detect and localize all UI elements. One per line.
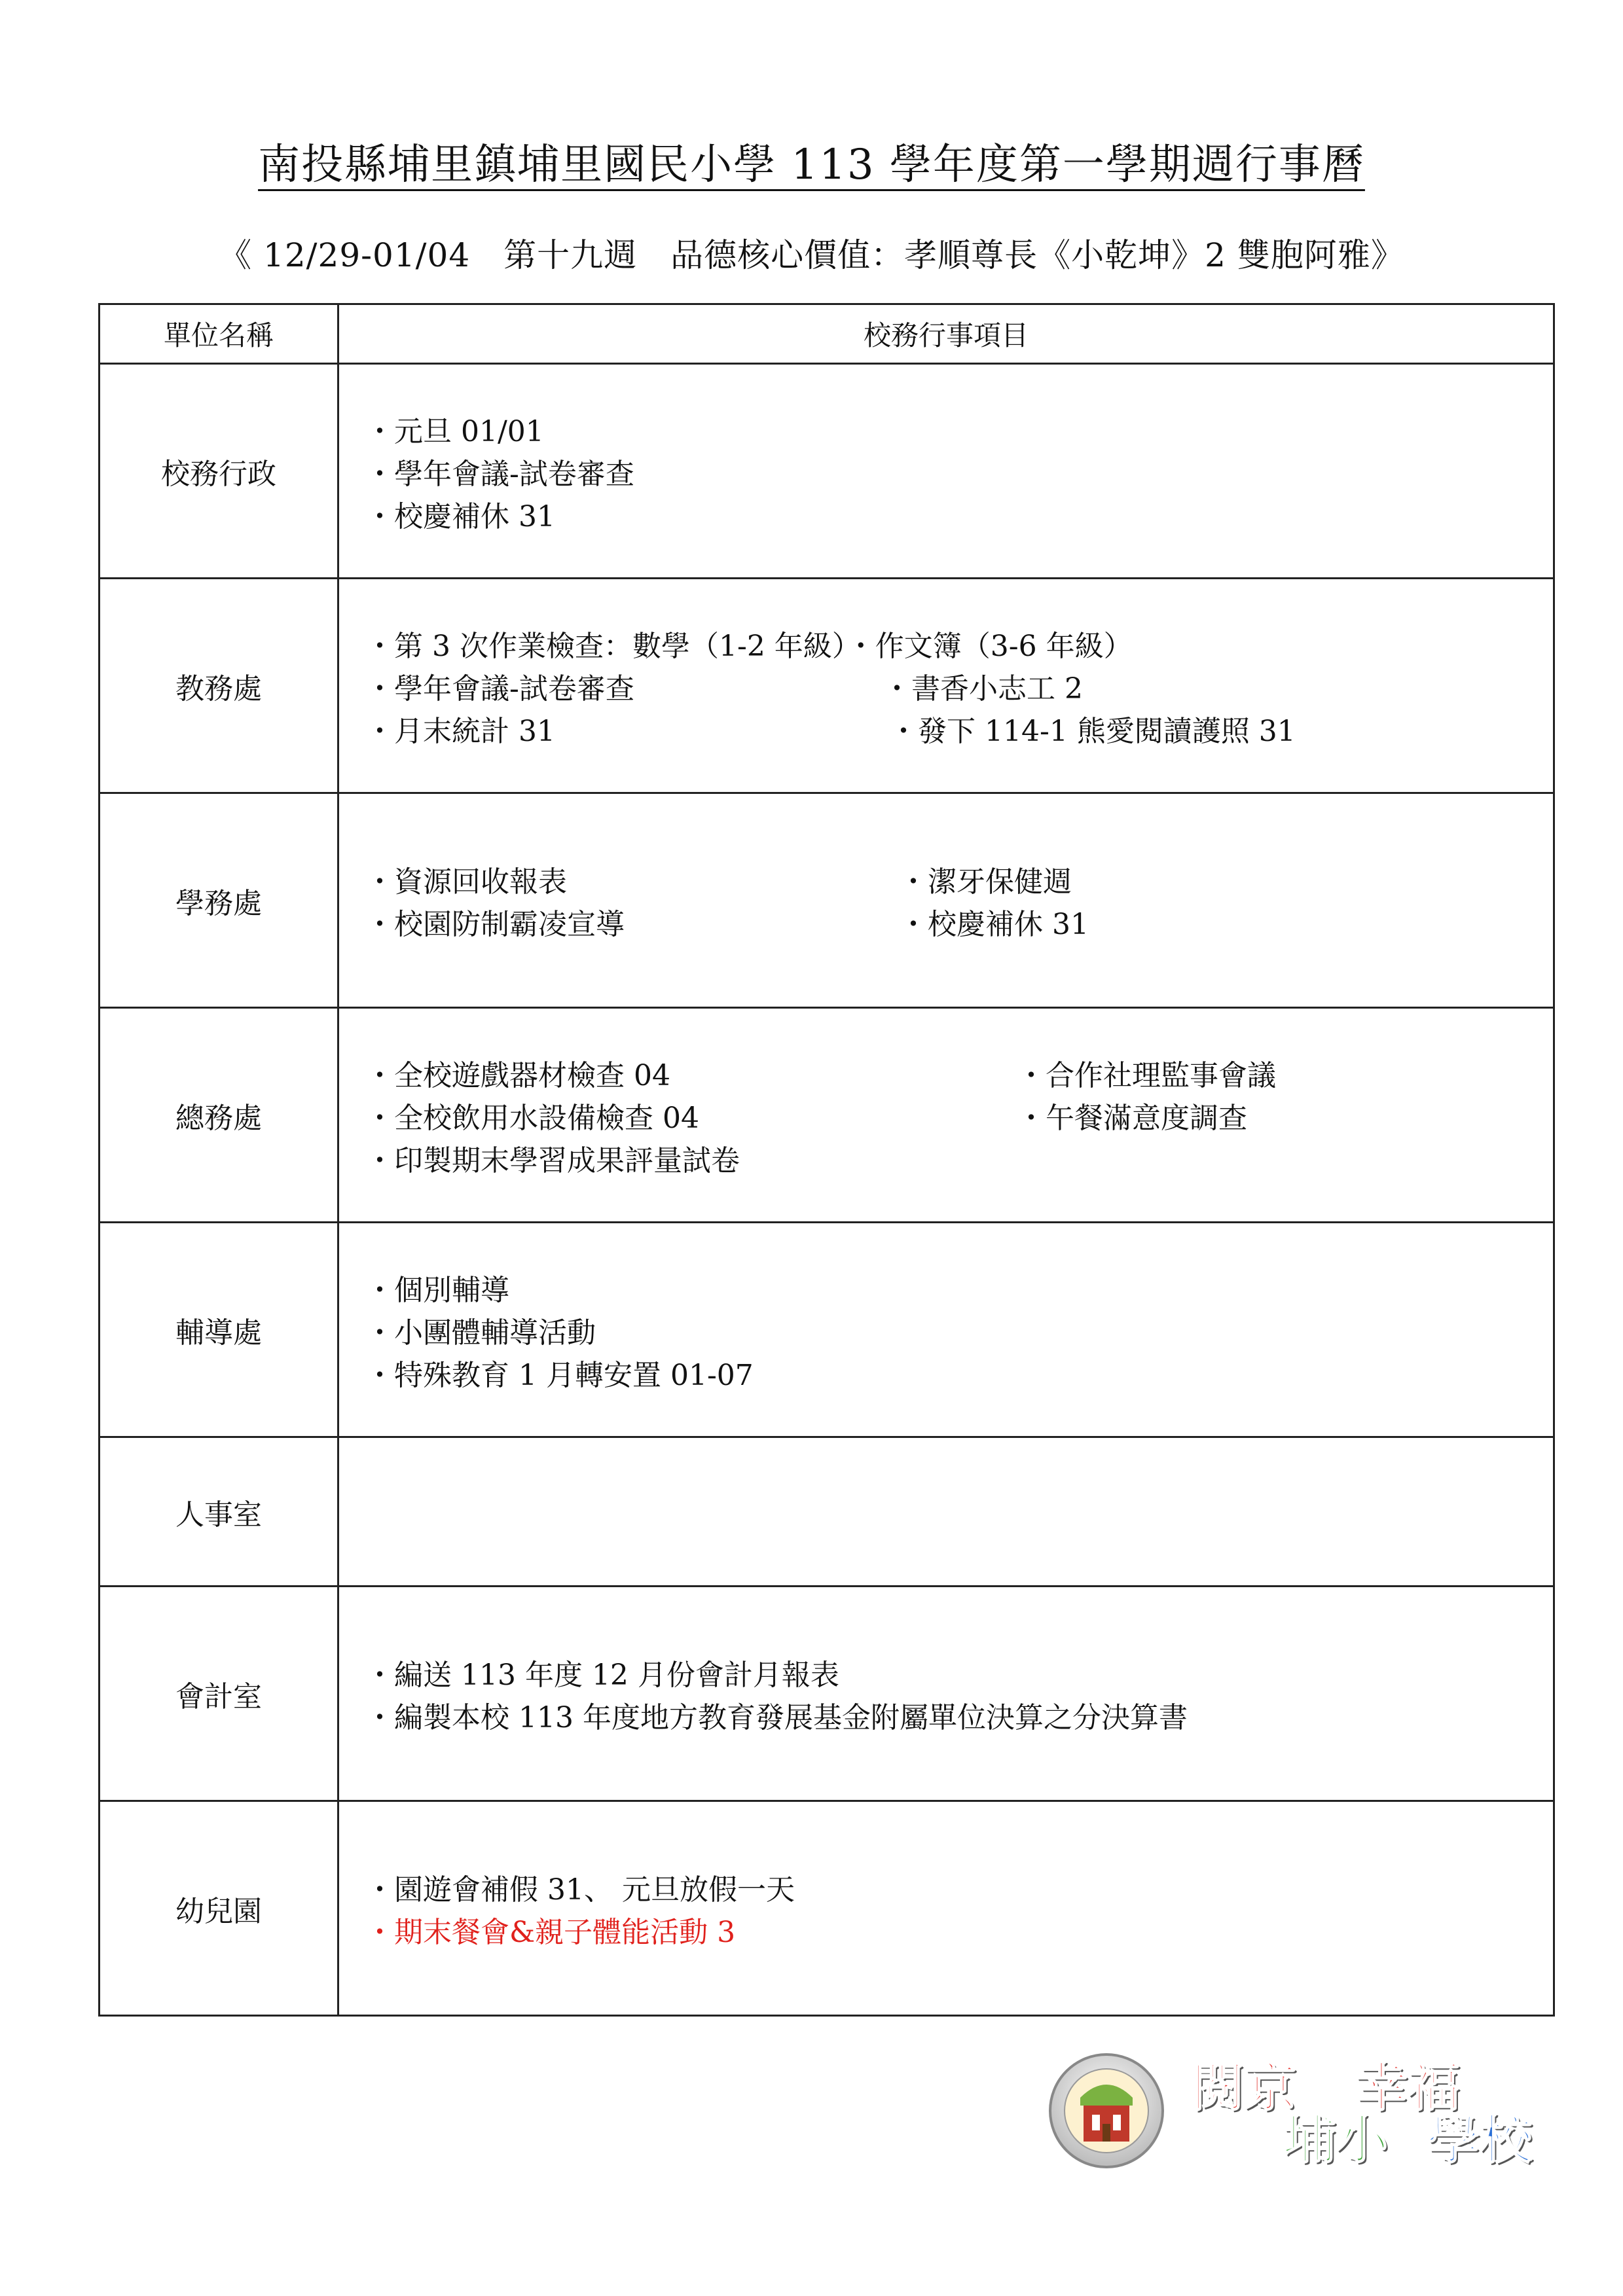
- unit-name: 輔導處: [100, 1223, 338, 1437]
- unit-name: 總務處: [100, 1008, 338, 1223]
- list-item: ・小團體輔導活動: [365, 1316, 596, 1350]
- list-item: ・校園防制霸凌宣導 ・校慶補休 31: [365, 908, 1089, 941]
- list-item: ・編送 113 年度 12 月份會計月報表: [365, 1659, 839, 1692]
- list-item: ・個別輔導: [365, 1273, 509, 1307]
- list-item: ・資源回收報表 ・潔牙保健週: [365, 865, 1072, 899]
- header-unit: 單位名稱: [100, 304, 338, 364]
- list-item: ・全校飲用水設備檢查 04 ・午餐滿意度調查: [365, 1101, 1247, 1135]
- list-item: ・學年會議-試卷審查: [365, 457, 634, 491]
- table-row: [100, 1437, 1554, 1587]
- list-item: ・元旦 01/01: [365, 414, 544, 448]
- item-list: [338, 1008, 1554, 1223]
- calendar-table: [98, 303, 1555, 2017]
- list-item: ・全校遊戲器材檢查 04 ・合作社理監事會議: [365, 1058, 1276, 1092]
- week-subtitle: 《 12/29-01/04 第十九週 品德核心價值：孝順尊長《小乾坤》2 雙胞阿雅》: [219, 236, 1404, 274]
- unit-name: 校務行政: [100, 364, 338, 579]
- list-item: ・編製本校 113 年度地方教育發展基金附屬單位決算之分決算書: [365, 1701, 1188, 1734]
- school-slogan: [1192, 2057, 1545, 2179]
- slogan-part: 閱京: [1192, 2057, 1296, 2118]
- item-list: [338, 1587, 1554, 1801]
- unit-name: 學務處: [100, 793, 338, 1008]
- table-row: [100, 364, 1554, 579]
- slogan-part: 埔小: [1283, 2109, 1388, 2170]
- item-list: [338, 579, 1554, 793]
- slogan-part: 幸福: [1355, 2057, 1460, 2118]
- list-item: ・月末統計 31 ・發下 114-1 熊愛閱讀護照 31: [365, 714, 1296, 748]
- list-item: ・特殊教育 1 月轉安置 01-07: [365, 1358, 754, 1392]
- item-list: [338, 793, 1554, 1008]
- item-list: [338, 1223, 1554, 1437]
- table-row: [100, 1801, 1554, 2016]
- school-logo: [1048, 2052, 1165, 2170]
- list-item: ・第 3 次作業檢查：數學（1-2 年級）・作文簿（3-6 年級）: [365, 629, 1133, 663]
- list-item: ・校慶補休 31: [365, 499, 555, 533]
- unit-name: 人事室: [100, 1437, 338, 1587]
- unit-name: 幼兒園: [100, 1801, 338, 2016]
- item-list: [338, 364, 1554, 579]
- table-row: [100, 1008, 1554, 1223]
- table-row: [100, 579, 1554, 793]
- header-items: 校務行事項目: [338, 304, 1554, 364]
- page-title: 南投縣埔里鎮埔里國民小學 113 學年度第一學期週行事曆: [258, 141, 1365, 189]
- table-row: [100, 1587, 1554, 1801]
- unit-name: 會計室: [100, 1587, 338, 1801]
- item-list: [338, 1801, 1554, 2016]
- table-row: [100, 1223, 1554, 1437]
- table-row: [100, 793, 1554, 1008]
- list-item: ・園遊會補假 31、 元旦放假一天: [365, 1873, 795, 1907]
- list-item-highlight: ・期末餐會&親子體能活動 3: [365, 1916, 736, 1949]
- unit-name: 教務處: [100, 579, 338, 793]
- slogan-part: 學校: [1427, 2109, 1532, 2170]
- list-item: ・印製期末學習成果評量試卷: [365, 1143, 740, 1177]
- item-list: [338, 1437, 1554, 1587]
- list-item: ・學年會議-試卷審查 ・書香小志工 2: [365, 672, 1083, 706]
- table-header-row: [100, 304, 1554, 364]
